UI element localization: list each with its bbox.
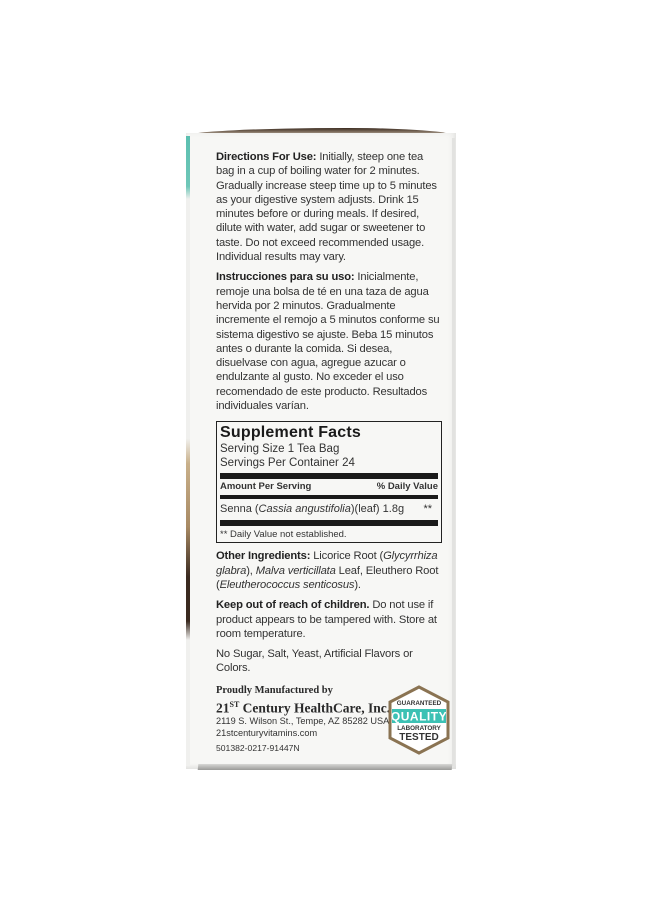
directions-spanish [216,270,442,413]
facts-header-row [220,481,438,493]
divider-medium [220,495,438,499]
amount-per-serving-label: Amount Per Serving [220,481,312,493]
hexagon-badge-icon [386,684,452,756]
supplement-facts-title: Supplement Facts [220,424,362,442]
ingredient-name: Senna (Cassia angustifolia)(leaf) 1.8g [220,503,405,516]
divider-thick-bottom [220,520,438,526]
directions-heading: Directions For Use: [216,151,317,163]
manufacturer-website[interactable]: 21stcenturyvitamins.com [216,727,318,738]
box-right-edge [452,138,455,766]
svg-text:LABORATORY: LABORATORY [397,725,441,732]
daily-value-footnote: ** Daily Value not established. [220,529,347,541]
serving-size: Serving Size 1 Tea Bag [220,443,340,456]
instrucciones-heading: Instrucciones para su uso: [216,271,355,284]
manufacturer-name: 21ST Century HealthCare, Inc. [216,699,391,716]
manufacturer-address: 2119 S. Wilson St., Tempe, AZ 85282 USA [216,716,390,727]
directions-english [216,150,442,264]
svg-text:GUARANTEED: GUARANTEED [396,700,442,707]
daily-value-label: % Daily Value [376,481,438,493]
other-ingredients: Other Ingredients: Licorice Root (Glycyrrhiza glabra), Malva verticillata Leaf, Eleuthero Root (Eleutherococcus senticosus). [216,550,439,591]
manufactured-by-label: Proudly Manufactured by [216,684,333,696]
instrucciones-text: Inicialmente, remoje una bolsa de té en una taza de agua hervida por 2 minutos. Gradualmente incremente el remojo a 5 minutos conforme su sistema digestivo se ajuste. Beba 15 minutos antes o durante la comida. Si desea, disuelvase con agua, agregue azucar o endulzante al gusto. No exceder el uso recomendado de este producto. Resultados individuales varían. [216,271,440,413]
directions-text: Initially, steep one tea bag in a cup of boiling water for 2 minutes. Gradually increase steep time up to 5 minutes as your digestive system adjusts. Drink 15 minutes before or during meals. If desired, dilute with water, add sugar or sweetener to taste. Do not exceed recommended usage. Individual results may vary. [216,151,437,264]
box-bottom-edge [198,764,453,770]
quality-tested-badge [386,684,452,756]
free-from-statement: No Sugar, Salt, Yeast, Artificial Flavors or Colors. [216,648,413,675]
svg-text:QUALITY: QUALITY [390,709,448,724]
safety-warning: Keep out of reach of children. Do not use if product appears to be tampered with. Store at room temperature. [216,599,437,640]
box-left-edge-strip [186,136,190,766]
servings-per-container: Servings Per Container 24 [220,457,355,470]
label-content [216,150,442,755]
ingredient-dv: ** [423,503,432,516]
supplement-facts-panel [216,421,442,543]
facts-row-senna [220,501,438,517]
divider-thick [220,473,438,479]
svg-text:TESTED: TESTED [399,732,439,743]
product-code: 501382-0217-91447N [216,743,300,754]
